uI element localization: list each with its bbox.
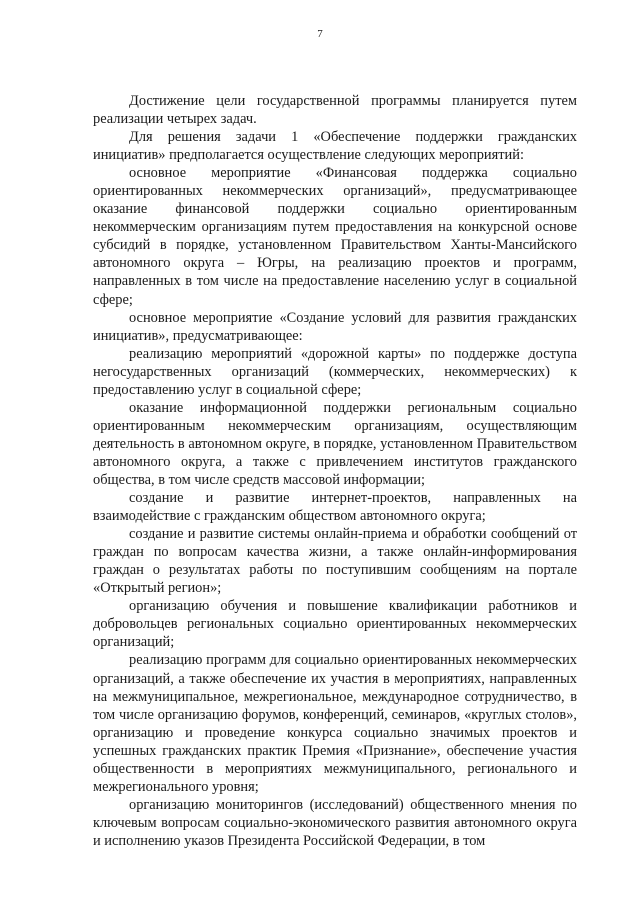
paragraph: основное мероприятие «Создание условий для развития гражданских инициатив», предусматривающее: (93, 309, 577, 344)
paragraph: реализацию программ для социально ориентированных некоммерческих организаций, а также обеспечение их участия в мероприятиях, направленных на межмуниципальное, межрегиональное, международное сотрудничество, в том числе организацию форумов, конференций, семинаров, «круглых столов», организацию и проведение конкурса социально значимых проектов и успешных гражданских практик Премия «Признание», обеспечение участия общественности в мероприятиях межмуниципального, регионального и межрегионального уровня; (93, 652, 577, 795)
paragraph: организацию мониторингов (исследований) общественного мнения по ключевым вопросам социально-экономического развития автономного округа и исполнению указов Президента Российской Федерации, в том (93, 796, 577, 849)
paragraph: создание и развитие системы онлайн-приема и обработки сообщений от граждан по вопросам качества жизни, а также онлайн-информирования граждан о результатах работы по поступившим сообщениям на портале «Открытый регион»; (93, 526, 577, 597)
page-number: 7 (317, 28, 323, 40)
paragraph: организацию обучения и повышение квалификации работников и добровольцев региональных социально ориентированных некоммерческих организаций; (93, 598, 577, 651)
paragraph: основное мероприятие «Финансовая поддержка социально ориентированных некоммерческих организаций», предусматривающее оказание финансовой поддержки социально ориентированным некоммерческим организациям путем предоставления на конкурсной основе субсидий в порядке, установленном Правительством Ханты-Мансийского автономного округа – Югры, на реализацию проектов и программ, направленных в том числе на предоставление населению услуг в социальной сфере; (93, 165, 577, 308)
paragraph: Достижение цели государственной программы планируется путем реализации четырех задач. (93, 93, 577, 128)
document-body (93, 92, 577, 850)
paragraph: реализацию мероприятий «дорожной карты» по поддержке доступа негосударственных организаций (коммерческих, некоммерческих) к предоставлению услуг в социальной сфере; (93, 345, 577, 398)
paragraph: Для решения задачи 1 «Обеспечение поддержки гражданских инициатив» предполагается осуществление следующих мероприятий: (93, 129, 577, 164)
paragraph: оказание информационной поддержки региональным социально ориентированным некоммерческим организациям, осуществляющим деятельность в автономном округе, в порядке, установленном Правительством автономного округа, а также с привлечением институтов гражданского общества, в том числе средств массовой информации; (93, 399, 577, 488)
paragraph: создание и развитие интернет-проектов, направленных на взаимодействие с гражданским обществом автономного округа; (93, 490, 577, 525)
